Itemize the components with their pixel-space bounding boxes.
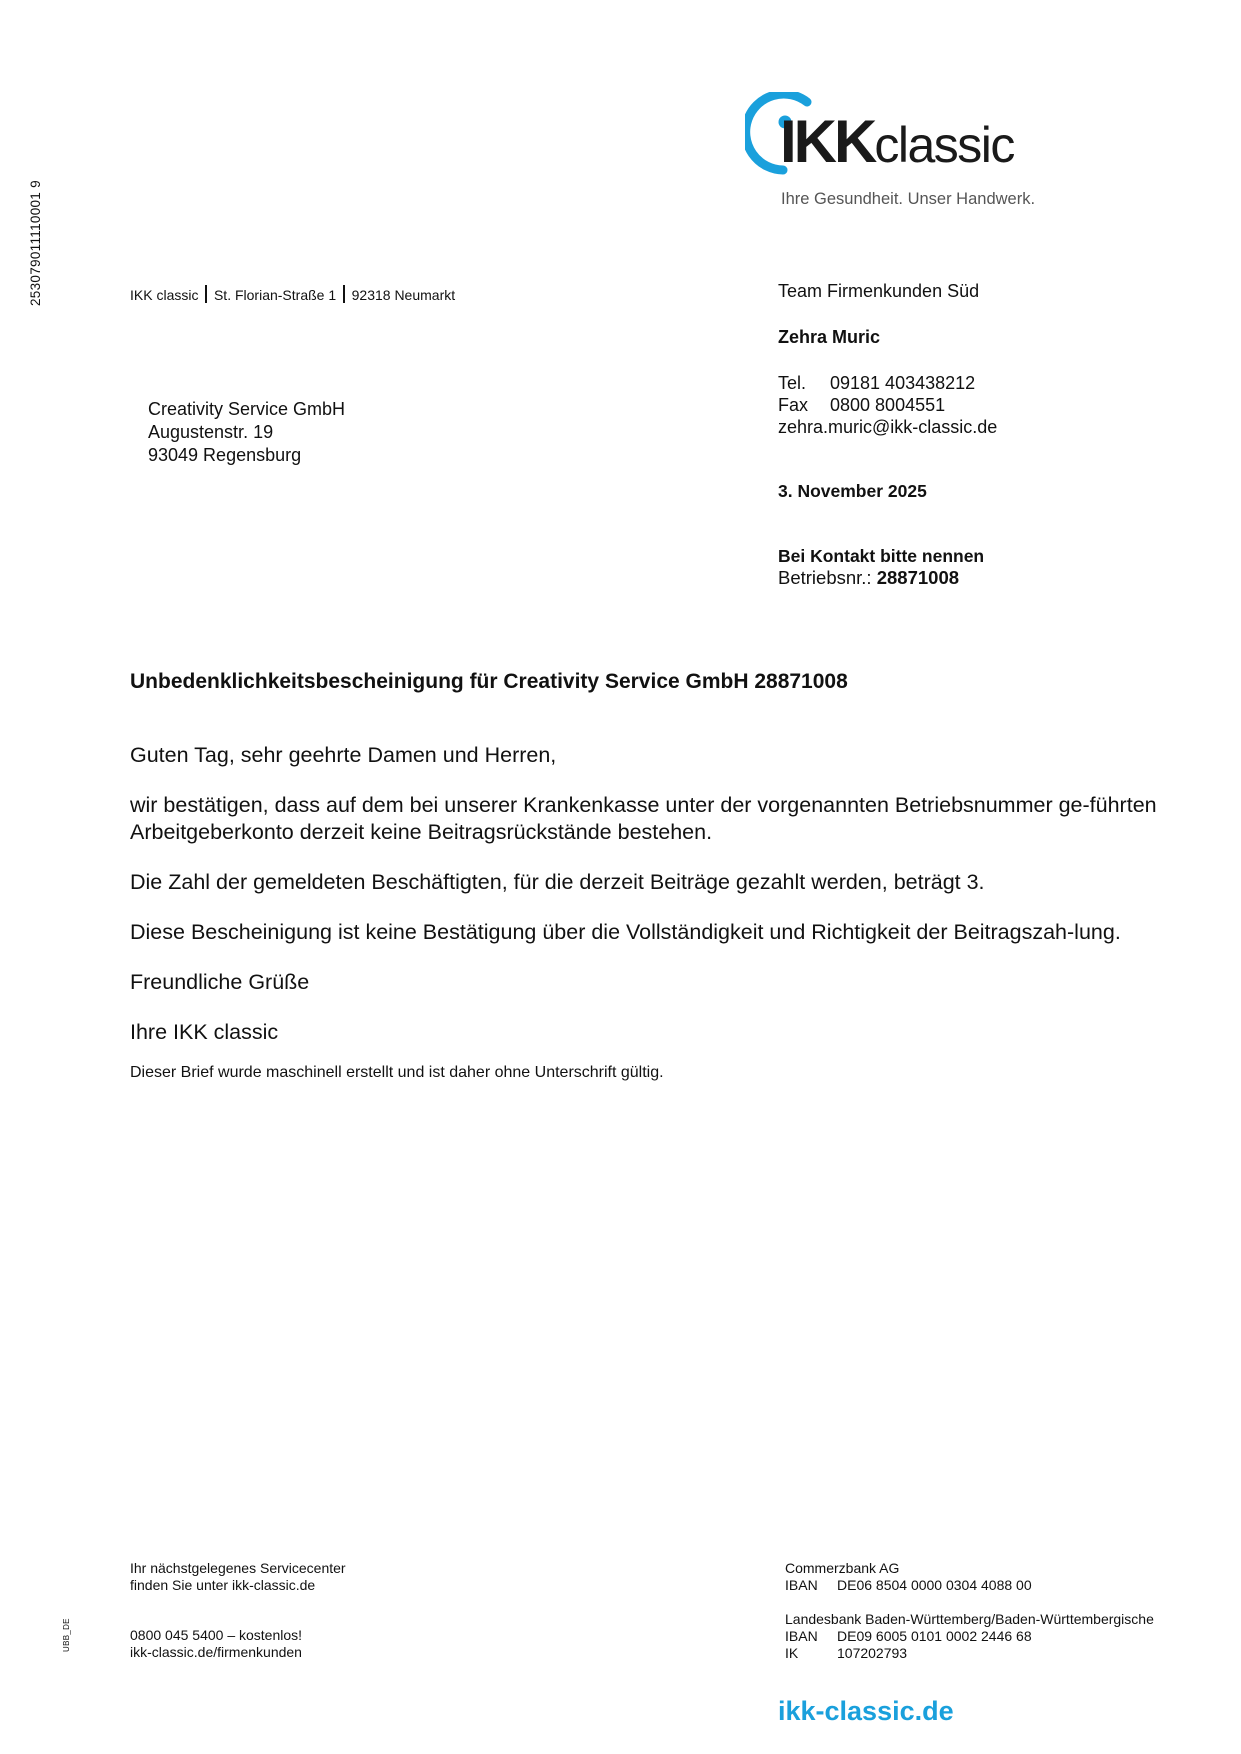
bank2-iban-label: IBAN [785, 1628, 818, 1644]
tel-value: 09181 403438212 [830, 373, 976, 393]
logo-ikk-text: IKK [780, 108, 875, 175]
contact-email: zehra.muric@ikk-classic.de [778, 417, 998, 437]
footer-service-line-1: Ihr nächstgelegenes Servicecenter [130, 1560, 346, 1576]
bank2-name: Landesbank Baden-Württemberg/Baden-Württembergische [785, 1611, 1154, 1627]
ik-label: IK [785, 1645, 799, 1661]
body-paragraph-3: Diese Bescheinigung ist keine Bestätigung über die Vollständigkeit und Richtigkeit der Beitragszah-lung. [130, 920, 1121, 944]
recipient-city: 93049 Regensburg [148, 445, 302, 465]
spacer [785, 1594, 1154, 1611]
logo-slogan: Ihre Gesundheit. Unser Handwerk. [781, 190, 1036, 208]
footer-service [130, 1560, 346, 1661]
contact-tel-row [778, 372, 997, 394]
bank1-name: Commerzbank AG [785, 1560, 900, 1576]
form-code-text: UBB_DE [62, 1618, 71, 1652]
separator [343, 285, 345, 303]
footer-web-link[interactable]: ikk-classic.de/firmenkunden [130, 1644, 302, 1660]
logo-wordmark [780, 108, 1014, 175]
recipient-street: Augustenstr. 19 [148, 422, 274, 442]
ikk-classic-logo [745, 92, 1035, 212]
letter-date: 3. November 2025 [778, 481, 927, 501]
bank1-iban-label: IBAN [785, 1577, 818, 1593]
contact-person: Zehra Muric [778, 327, 881, 347]
sender-address-line [130, 285, 455, 303]
bank1-iban-row [785, 1577, 1154, 1594]
contact-fax-row [778, 394, 997, 416]
bank1-iban: DE06 8504 0000 0304 4088 00 [837, 1577, 1032, 1593]
greeting: Guten Tag, sehr geehrte Damen und Herren, [130, 743, 557, 767]
fax-value: 0800 8004551 [830, 395, 946, 415]
ik-value: 107202793 [837, 1645, 908, 1661]
machine-generated-note: Dieser Brief wurde maschinell erstellt und ist daher ohne Unterschrift gültig. [130, 1064, 664, 1081]
separator [205, 285, 207, 303]
contact-block [778, 280, 997, 589]
sender-name: IKK classic [130, 287, 199, 303]
tel-label: Tel. [778, 373, 807, 393]
body-paragraph-2: Die Zahl der gemeldeten Beschäftigten, für die derzeit Beiträge gezahlt werden, beträgt 3. [130, 870, 985, 894]
footer-phone: 0800 045 5400 – kostenlos! [130, 1627, 303, 1643]
reference-label: Bei Kontakt bitte nennen [778, 546, 985, 566]
form-code [62, 1618, 71, 1652]
betriebsnr-row [778, 567, 997, 589]
sender-city: 92318 Neumarkt [351, 287, 456, 303]
betriebsnr-label: Betriebsnr.: [778, 567, 872, 588]
footer-website-link[interactable]: ikk-classic.de [778, 1696, 954, 1726]
contact-team: Team Firmenkunden Süd [778, 281, 980, 301]
fax-label: Fax [778, 395, 809, 415]
recipient-company: Creativity Service GmbH [148, 399, 346, 419]
signature: Ihre IKK classic [130, 1020, 279, 1044]
letter-subject: Unbedenklichkeitsbescheinigung für Creativity Service GmbH 28871008 [130, 670, 848, 693]
betriebsnr-value: 28871008 [876, 567, 960, 588]
bank2-iban-row [785, 1628, 1154, 1645]
bank2-iban: DE09 6005 0101 0002 2446 68 [837, 1628, 1032, 1644]
sender-street: St. Florian-Straße 1 [213, 287, 337, 303]
letter-body [130, 742, 1160, 1106]
ik-row [785, 1645, 1154, 1662]
body-paragraph-1: wir bestätigen, dass auf dem bei unserer Krankenkasse unter der vorgenannten Betriebsnummer ge-führten Arbeitgeberkonto derzeit keine Beitragsrückstände bestehen. [130, 793, 1157, 844]
logo-classic-text: classic [874, 117, 1014, 173]
footer-service-line-2: finden Sie unter ikk-classic.de [130, 1577, 316, 1593]
closing: Freundliche Grüße [130, 970, 310, 994]
footer-bank-details [785, 1560, 1154, 1662]
document-barcode-number [28, 180, 43, 306]
spacer [130, 1594, 346, 1627]
document-barcode-number-text: 253079011110001 9 [28, 180, 43, 306]
recipient-address [148, 398, 345, 467]
